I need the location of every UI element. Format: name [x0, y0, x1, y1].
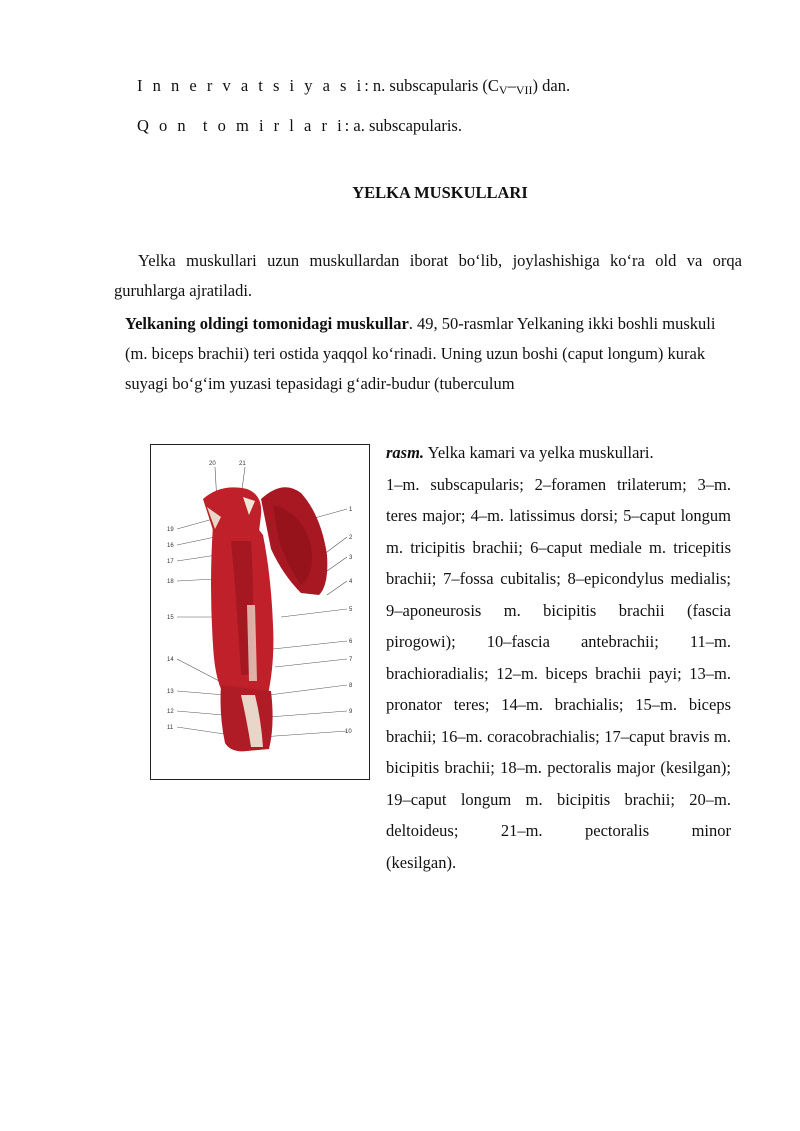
caption-body: 1–m. subscapularis; 2–foramen trilaterum; 3–m. teres major; 4–m. latissimus dorsi; 5–caput longum m. tricipitis brachii; 6–caput mediale m. tricepitis brachii; 7–fossa cubitalis; 8–epicondylus medialis; 9–aponeurosis m. bicipitis brachii (fascia pirogowi); 10–fascia antebrachii; 11–m. brachioradialis; 12–m. biceps brachii payi; 13–m. pronator teres; 14–m. brachialis; 15–m. biceps brachii; 16–m. coracobrachialis; 17–caput bravis m. bicipitis brachii; 18–m. pectoralis major (kesilgan); 19–caput longum m. bicipitis brachii; 20–m. deltoideus; 21–m. pectoralis minor: [386, 474, 731, 840]
label-9: 9: [349, 709, 353, 715]
label-18: 18: [167, 579, 174, 585]
innervation-sub-end: VII: [515, 83, 533, 97]
section-title: YELKA MUSKULLARI: [352, 183, 528, 202]
innervation-label: I n n e r v a t s i y a s i: [137, 76, 365, 95]
caption-tail: (kesilgan).: [386, 852, 457, 872]
label-12: 12: [167, 709, 174, 715]
label-20: 20: [209, 461, 216, 467]
innervation-text: : n. subscapularis (C: [364, 76, 499, 95]
label-15: 15: [167, 615, 174, 621]
anterior-text: . 49, 50-rasmlar Yelkaning ikki boshli muskuli (m. biceps brachii) teri ostida yaqqol ko‘rinadi. Uning uzun boshi (caput longum) kurak suyagi bo‘g‘im yuzasi tepasidagi g‘adir-budur (tuberculum: [125, 314, 716, 393]
label-5: 5: [349, 607, 353, 613]
label-8: 8: [349, 683, 353, 689]
anatomy-figure: [150, 444, 370, 780]
vessels-text: : a. subscapularis.: [344, 116, 462, 135]
label-7: 7: [349, 657, 353, 663]
label-21: 21: [239, 461, 246, 467]
anterior-heading: Yelkaning oldingi tomonidagi muskullar: [125, 314, 409, 333]
label-17: 17: [167, 559, 174, 565]
intro-paragraph: [114, 246, 742, 306]
label-16: 16: [167, 543, 174, 549]
label-10: 10: [345, 729, 352, 735]
arm-muscles-illustration: [151, 445, 369, 779]
label-13: 13: [167, 689, 174, 695]
innervation-dash: –: [507, 76, 516, 95]
muscle-shapes: [203, 487, 327, 751]
label-14: 14: [167, 657, 174, 663]
innervation-tail: ) dan.: [532, 76, 571, 95]
figure-caption: [386, 437, 731, 878]
vessels-line: [137, 116, 462, 136]
innervation-line: [137, 76, 570, 98]
label-2: 2: [349, 535, 353, 541]
label-4: 4: [349, 579, 353, 585]
innervation-sub-start: V: [498, 83, 508, 97]
label-6: 6: [349, 639, 353, 645]
anterior-paragraph: [125, 309, 737, 399]
label-3: 3: [349, 555, 353, 561]
label-1: 1: [349, 507, 353, 513]
vessels-label: Q o n t o m i r l a r i: [137, 116, 345, 135]
label-11: 11: [167, 725, 174, 731]
label-19: 19: [167, 527, 174, 533]
intro-paragraph-text: Yelka muskullari uzun muskullardan iborat bo‘lib, joylashishiga ko‘ra old va orqa guruhlarga ajratiladi.: [114, 251, 742, 300]
caption-title: Yelka kamari va yelka muskullari.: [424, 443, 654, 462]
caption-lead: rasm.: [386, 443, 425, 462]
